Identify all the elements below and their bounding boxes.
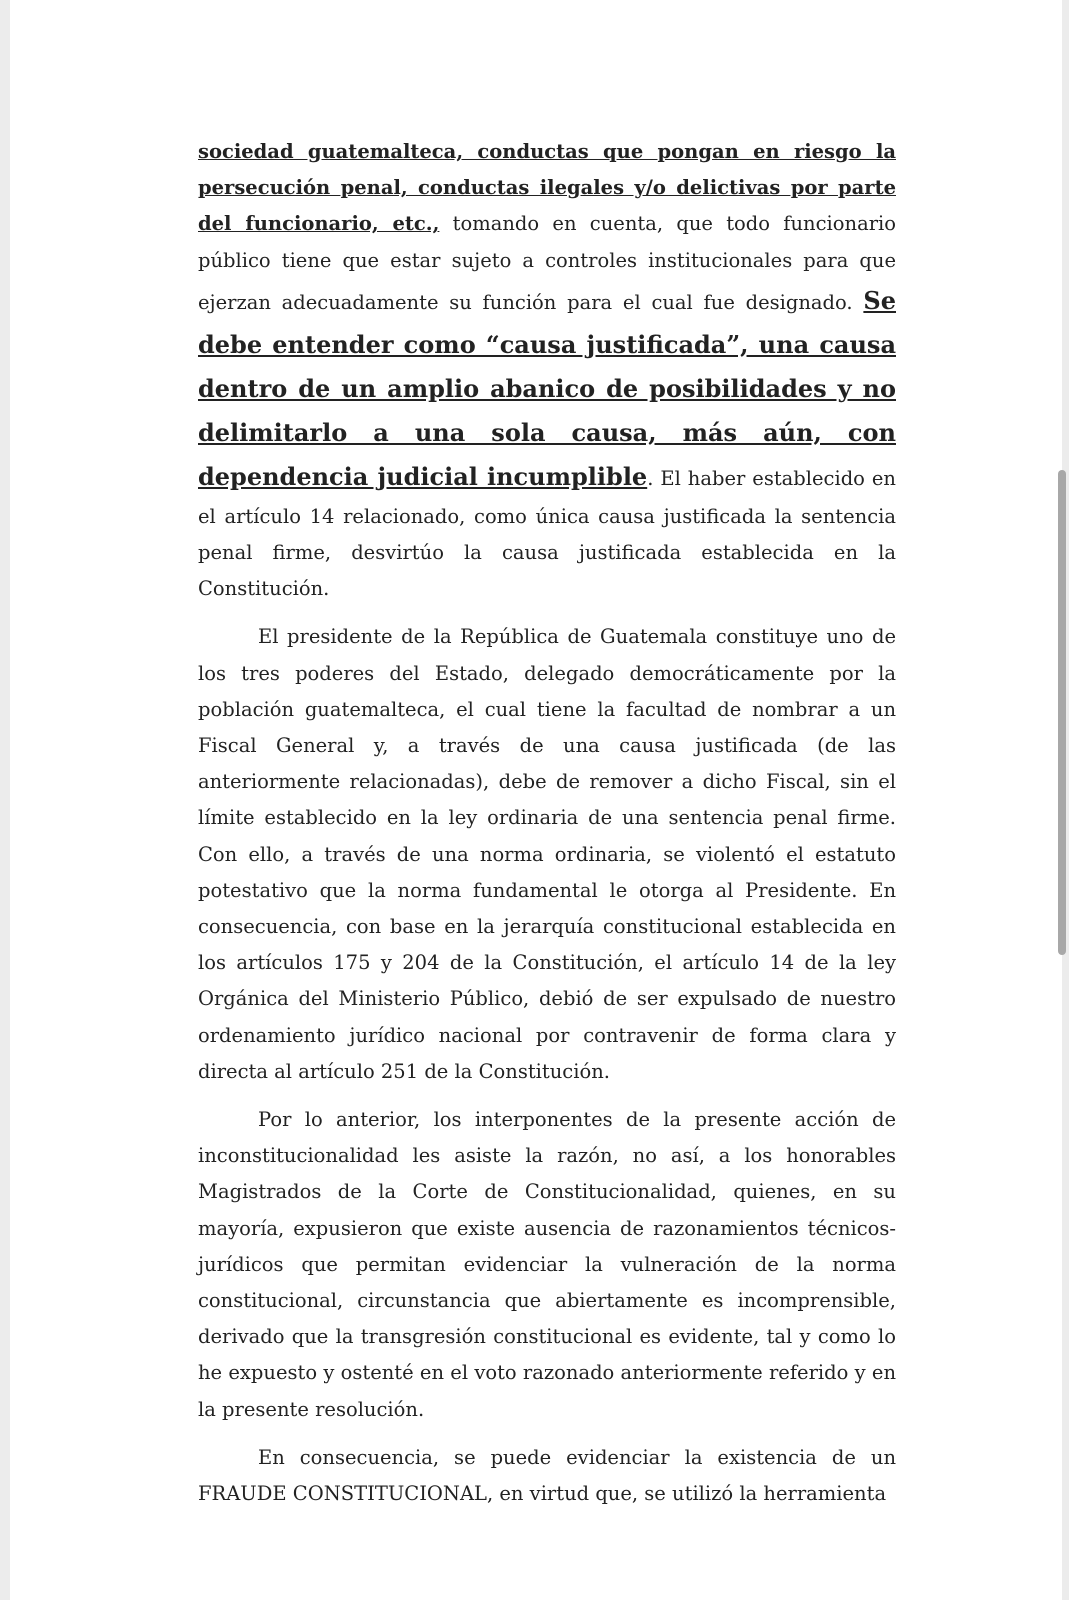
emphasis-text: Se debe entender como “causa justificada”, una causa dentro de un amplio abanico de posibilidades y no delimitarlo a una sola causa, más aún, con dependencia judicial incumplible: [198, 285, 896, 491]
paragraph-2: El presidente de la República de Guatemala constituye uno de los tres poderes del Estado, delegado democráticamente por la población guatemalteca, el cual tiene la facultad de nombrar a un Fiscal General y, a través de una causa justificada (de las anteriormente relacionadas), debe de remover a dicho Fiscal, sin el límite establecido en la ley ordinaria de una sentencia penal firme. Con ello, a través de una norma ordinaria, se violentó el estatuto potestativo que la norma fundamental le otorga al Presidente. En consecuencia, con base en la jerarquía constitucional establecida en los artículos 175 y 204 de la Constitución, el artículo 14 de la ley Orgánica del Ministerio Público, debió de ser expulsado de nuestro ordenamiento jurídico nacional por contravenir de forma clara y directa al artículo 251 de la Constitución.: [198, 625, 896, 1083]
scrollbar-thumb[interactable]: [1058, 470, 1066, 955]
paragraph-1: [198, 134, 896, 607]
paragraph-4: En consecuencia, se puede evidenciar la existencia de un FRAUDE CONSTITUCIONAL, en virtud que, se utilizó la herramienta: [198, 1445, 896, 1506]
paragraph-1-text-a: tomando en cuenta, que todo funcionario público tiene que estar sujeto a controles institucionales para que ejerzan adecuadamente su función para el cual fue designado.: [198, 212, 896, 314]
document-page: [10, 0, 1062, 1600]
underlined-bold-text: sociedad guatemalteca, conductas que pongan en riesgo la persecución penal, conductas ilegales y/o delictivas por parte del funcionario, etc.,: [198, 140, 896, 236]
document-body: [198, 134, 896, 1524]
paragraph-3: Por lo anterior, los interponentes de la presente acción de inconstitucionalidad les asiste la razón, no así, a los honorables Magistrados de la Corte de Constitucionalidad, quienes, en su mayoría, expusieron que existe ausencia de razonamientos técnicos-jurídicos que permitan evidenciar la vulneración de la norma constitucional, circunstancia que abiertamente es incomprensible, derivado que la transgresión constitucional es evidente, tal y como lo he expuesto y ostenté en el voto razonado anteriormente referido y en la presente resolución.: [198, 1108, 896, 1421]
scrollbar[interactable]: [1055, 0, 1069, 1600]
paragraph-1-text-b: . El haber establecido en el artículo 14 relacionado, como única causa justificada la sentencia penal firme, desvirtúo la causa justificada establecida en la Constitución.: [198, 466, 896, 601]
